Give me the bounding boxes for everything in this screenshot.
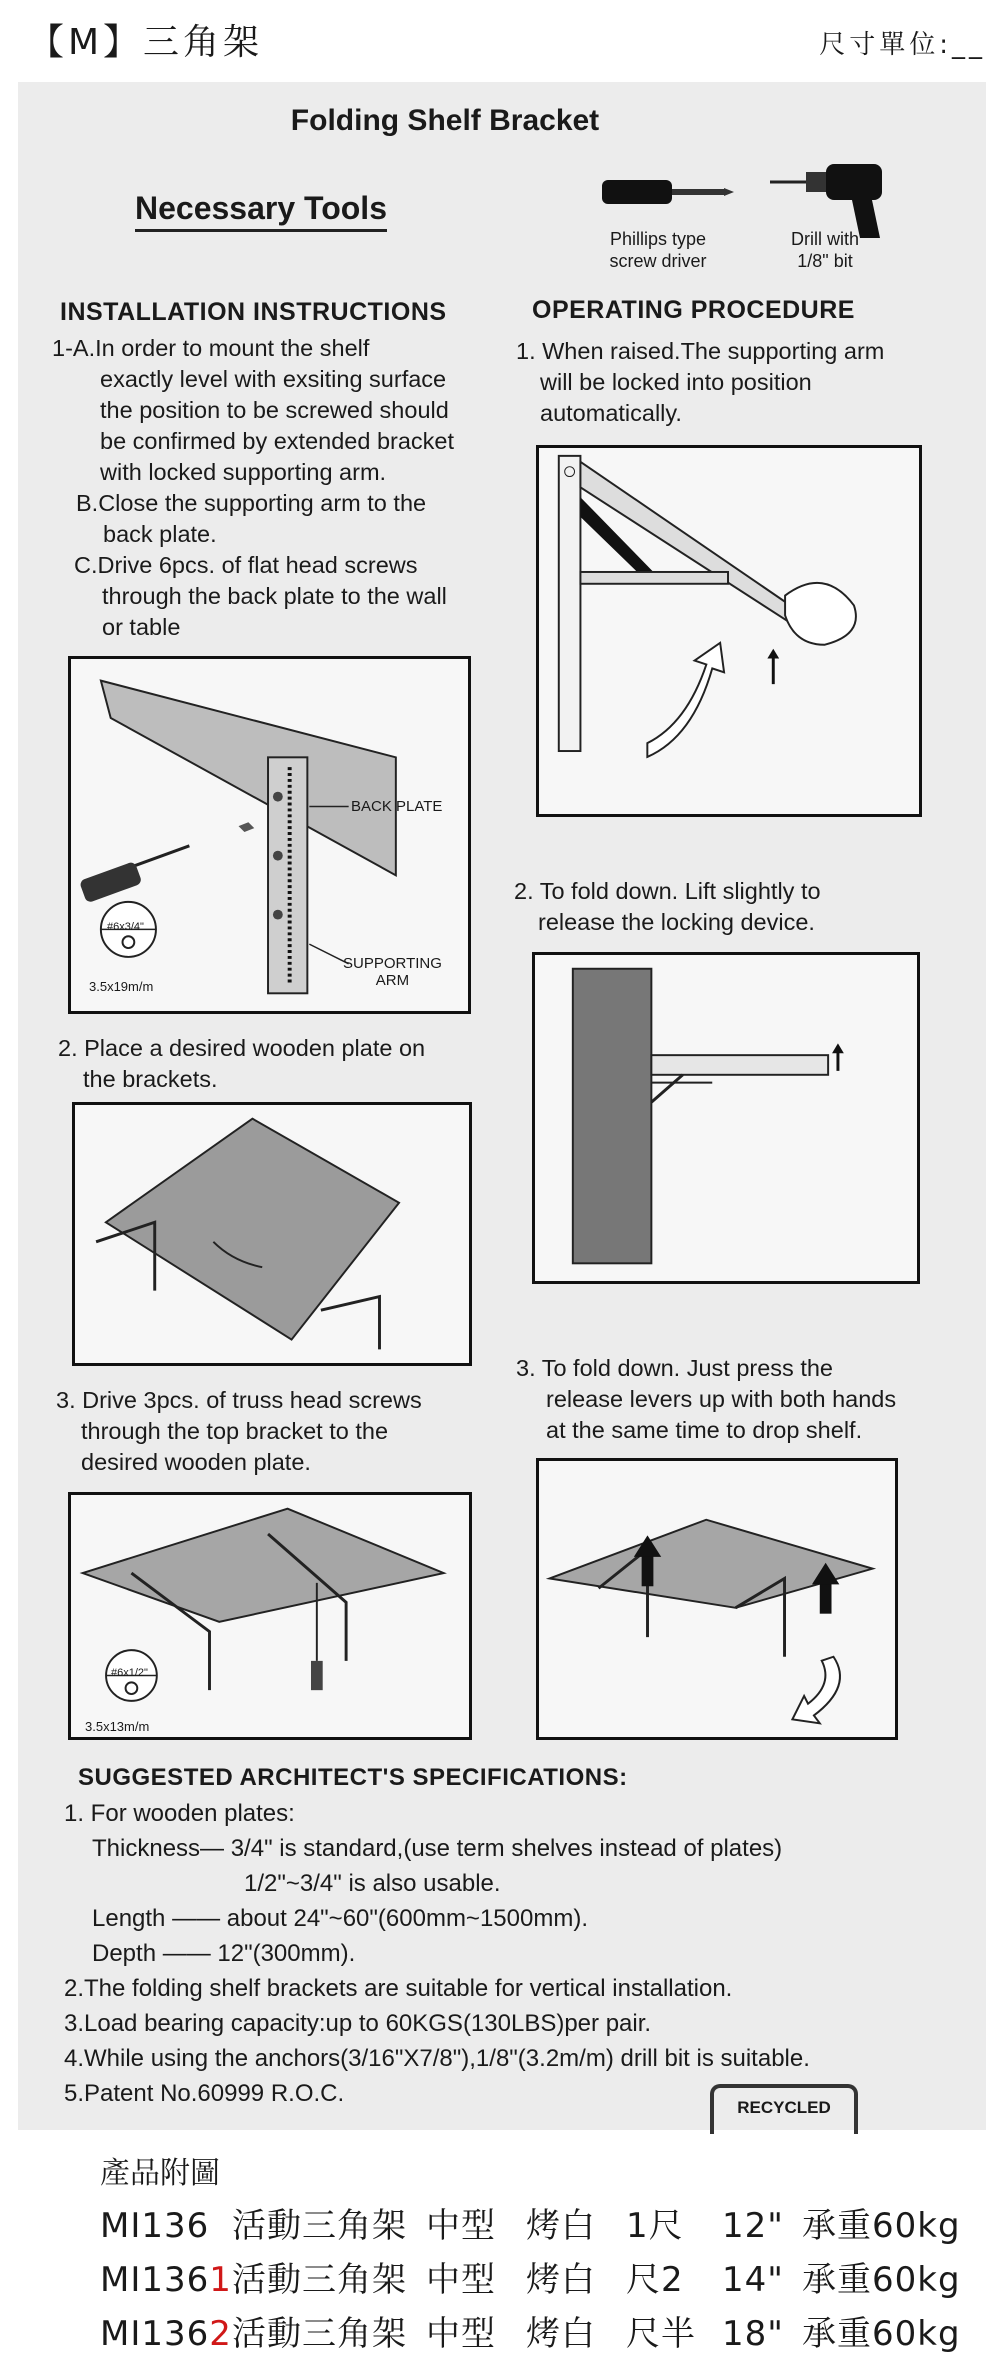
product-length: 18" bbox=[722, 2314, 784, 2354]
spec-line: 1/2"~3/4" is also usable. bbox=[244, 1870, 501, 1897]
product-row bbox=[100, 2198, 961, 2247]
product-row bbox=[100, 2252, 961, 2301]
text-line: be confirmed by extended bracket bbox=[100, 428, 455, 454]
drill-label-line: Drill with bbox=[790, 229, 859, 249]
product-type: 中型 bbox=[426, 2314, 496, 2354]
install-step-1c bbox=[74, 550, 504, 643]
spec-line: 2.The folding shelf brackets are suitable for vertical installation. bbox=[64, 1975, 733, 2002]
text-line: or table bbox=[102, 614, 181, 640]
text-line: desired wooden plate. bbox=[81, 1449, 311, 1475]
text-line: 3. Drive 3pcs. of truss head screws bbox=[56, 1387, 422, 1413]
text-line: at the same time to drop shelf. bbox=[546, 1417, 863, 1443]
supporting-arm-label bbox=[343, 955, 442, 989]
specs-heading: SUGGESTED ARCHITECT'S SPECIFICATIONS: bbox=[78, 1764, 628, 1791]
screw-spec-1: #6x3/4" bbox=[107, 921, 144, 933]
label-line: ARM bbox=[375, 972, 410, 989]
product-size: 尺半 bbox=[626, 2314, 696, 2354]
operating-heading: OPERATING PROCEDURE bbox=[532, 296, 855, 324]
drill-label bbox=[770, 228, 880, 272]
product-row bbox=[100, 2306, 961, 2355]
product-type: 中型 bbox=[426, 2260, 496, 2300]
text-line: 2. Place a desired wooden plate on bbox=[58, 1035, 426, 1061]
specs-list bbox=[64, 1796, 974, 2111]
text-line: with locked supporting arm. bbox=[100, 459, 387, 485]
spec-line: 1. For wooden plates: bbox=[64, 1800, 295, 1827]
install-step-1b bbox=[76, 488, 506, 550]
figure-place-plate bbox=[72, 1102, 472, 1366]
operating-step-1 bbox=[516, 336, 976, 429]
text-line: the position to be screwed should bbox=[100, 397, 449, 423]
spec-line: Length —— about 24"~60"(600mm~1500mm). bbox=[92, 1905, 588, 1932]
product-load: 承重60kg bbox=[802, 2314, 961, 2354]
text-line: B.Close the supporting arm to the bbox=[76, 490, 427, 516]
text-line: C.Drive 6pcs. of flat head screws bbox=[74, 552, 418, 578]
text-line: back plate. bbox=[103, 521, 217, 547]
figure-lift-release bbox=[532, 952, 920, 1284]
text-line: 1. When raised.The supporting arm bbox=[516, 338, 885, 364]
product-finish: 烤白 bbox=[526, 2314, 596, 2354]
screwdriver-label-line: Phillips type bbox=[609, 229, 707, 249]
text-line: exactly level with exsiting surface bbox=[100, 366, 447, 392]
product-load: 承重60kg bbox=[802, 2260, 961, 2300]
back-plate-label: BACK PLATE bbox=[351, 798, 443, 815]
spec-line: 4.While using the anchors(3/16"X7/8"),1/8"(3.2m/m) drill bit is suitable. bbox=[64, 2045, 810, 2072]
install-step-1a bbox=[52, 333, 502, 488]
model-code: MI136 bbox=[100, 2314, 210, 2354]
install-step-2 bbox=[58, 1033, 498, 1095]
figure-mounting bbox=[68, 656, 471, 1014]
text-line: the brackets. bbox=[83, 1066, 218, 1092]
document-title: Folding Shelf Bracket bbox=[290, 104, 600, 137]
spec-line: 5.Patent No.60999 R.O.C. bbox=[64, 2080, 345, 2107]
product-name: 活動三角架 bbox=[232, 2206, 407, 2246]
model-suffix: 2 bbox=[209, 2314, 232, 2354]
tools-heading: Necessary Tools bbox=[135, 190, 387, 232]
recycled-logo: RECYCLED bbox=[710, 2084, 858, 2134]
operating-step-2 bbox=[514, 876, 974, 938]
text-line: automatically. bbox=[540, 400, 682, 426]
product-name: 活動三角架 bbox=[232, 2260, 407, 2300]
screwdriver-label bbox=[588, 228, 728, 272]
text-line: through the back plate to the wall bbox=[102, 583, 447, 609]
model-code: MI136 bbox=[100, 2260, 210, 2300]
product-length: 12" bbox=[722, 2206, 784, 2246]
product-finish: 烤白 bbox=[526, 2206, 596, 2246]
screwdriver-label-line: screw driver bbox=[609, 251, 707, 271]
installation-heading: INSTALLATION INSTRUCTIONS bbox=[60, 298, 447, 326]
product-type: 中型 bbox=[426, 2206, 496, 2246]
model-code: MI136 bbox=[100, 2206, 210, 2246]
screw-size-3: 3.5x13m/m bbox=[85, 1719, 150, 1734]
figure-raise-arm bbox=[536, 445, 922, 817]
text-line: will be locked into position bbox=[540, 369, 812, 395]
text-line: 3. To fold down. Just press the bbox=[516, 1355, 833, 1381]
model-suffix: 1 bbox=[209, 2260, 232, 2300]
spec-line: Depth —— 12"(300mm). bbox=[92, 1940, 356, 1967]
product-load: 承重60kg bbox=[802, 2206, 961, 2246]
page-title: 【M】三角架 bbox=[28, 22, 264, 63]
unit-label: 尺寸單位:__ bbox=[819, 30, 986, 60]
product-length: 14" bbox=[722, 2260, 784, 2300]
product-size: 尺2 bbox=[626, 2260, 684, 2300]
screwdriver-icon bbox=[600, 172, 735, 212]
screw-spec-3: #6x1/2" bbox=[111, 1667, 148, 1679]
text-line: 1-A.In order to mount the shelf bbox=[52, 335, 370, 361]
text-line: release levers up with both hands bbox=[546, 1386, 897, 1412]
product-name: 活動三角架 bbox=[232, 2314, 407, 2354]
install-step-3 bbox=[56, 1385, 496, 1478]
product-finish: 烤白 bbox=[526, 2260, 596, 2300]
text-line: through the top bracket to the bbox=[81, 1418, 389, 1444]
label-line: SUPPORTING bbox=[343, 955, 442, 972]
text-line: 2. To fold down. Lift slightly to bbox=[514, 878, 821, 904]
figure-screw-plate bbox=[68, 1492, 472, 1740]
figure-drop-shelf bbox=[536, 1458, 898, 1740]
operating-step-3 bbox=[516, 1353, 976, 1446]
product-size: 1尺 bbox=[626, 2206, 684, 2246]
product-images-heading: 產品附圖 bbox=[100, 2156, 220, 2191]
spec-line: Thickness— 3/4" is standard,(use term shelves instead of plates) bbox=[92, 1835, 783, 1862]
drill-label-line: 1/8" bit bbox=[797, 251, 853, 271]
screw-size-1: 3.5x19m/m bbox=[89, 979, 154, 994]
text-line: release the locking device. bbox=[538, 909, 815, 935]
spec-line: 3.Load bearing capacity:up to 60KGS(130LBS)per pair. bbox=[64, 2010, 652, 2037]
